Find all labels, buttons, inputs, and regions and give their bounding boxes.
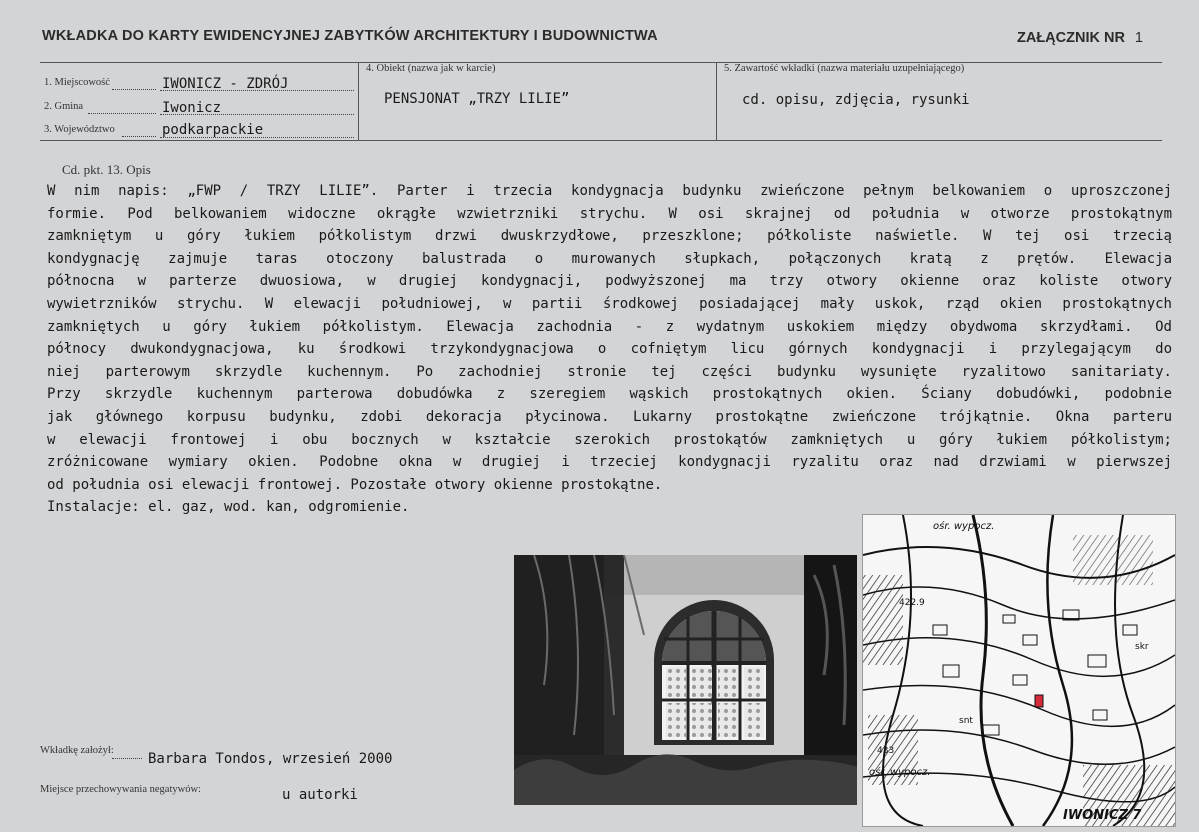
map-label-skr: skr — [1135, 642, 1149, 652]
location-marker — [1035, 695, 1043, 707]
description-line: niej parterowym skrzydle kuchennym. Po zachodniej stronie tej części budynku wysunięte ryzalitowo sanitariaty. — [47, 363, 1172, 380]
commune-label: 2. Gmina — [44, 101, 84, 112]
header-bottom-rule — [40, 140, 1162, 141]
contents-label: 5. Zawartość wkładki (nazwa materiału uzupełniającego) — [724, 63, 965, 74]
description-line: jak głównego korpusu budynku, zdobi dekoracja płycinowa. Lukarny prostokątne zwieńczone trójkątnie. Okna parteru — [47, 408, 1172, 425]
location-map-drawing — [863, 515, 1175, 826]
description-line: zamkniętym u góry łukiem półkolistym drzwi dwuskrzydłowe, przeszklone; półkoliste naświetle. W tej osi trzecią — [47, 228, 1172, 245]
description-line: wywietrzników strychu. W elewacji południowej, w partii środkowej posiadającej mały uskok, rząd okien prostokątnych — [47, 295, 1172, 312]
map-label-top-street: ośr. wypocz. — [933, 521, 995, 532]
map-label-town: IWONICZ 7 — [1063, 808, 1142, 823]
author-dots — [112, 758, 142, 759]
card-title: WKŁADKA DO KARTY EWIDENCYJNEJ ZABYTKÓW ARCHITEKTURY I BUDOWNICTWA — [42, 28, 658, 44]
voivodeship-label: 3. Województwo — [44, 124, 115, 135]
commune-dots — [88, 113, 156, 114]
section-label: Cd. pkt. 13. Opis — [62, 162, 151, 177]
map-label-height: 422.9 — [899, 598, 925, 608]
description-line: Instalacje: el. gaz, wod. kan, odgromienie. — [47, 499, 410, 516]
map-label-snt: snt — [959, 716, 973, 726]
column-divider-1 — [358, 62, 359, 140]
voivodeship-dots — [122, 136, 156, 137]
description-line: formie. Pod belkowaniem widoczne okrągłe wzwietrzniki strychu. W osi skrajnej od południa w otworze prostokątnym — [47, 205, 1172, 222]
map-label-height2: 433 — [877, 746, 895, 756]
locality-dots — [112, 89, 156, 90]
storage-value: u autorki — [282, 787, 358, 803]
voivodeship-value: podkarpackie — [162, 122, 264, 138]
object-value: PENSJONAT „TRZY LILIE” — [384, 91, 570, 107]
annex-number: 1 — [1134, 30, 1143, 46]
contents-value: cd. opisu, zdjęcia, rysunki — [742, 92, 970, 108]
description-line: zróżnicowane wymiary okien. Podobne okna w drugiej i trzeciej kondygnacji ryzalitu oraz nad drzwiami w pierwszej — [47, 454, 1172, 471]
description-line: kondygnację zajmuje taras otoczony balustrada o murowanych słupkach, połączonych kratą z prętów. Elewacja — [47, 250, 1172, 267]
map-label-bottom-street: ośr. wypocz. — [869, 767, 931, 778]
header-top-rule — [40, 62, 1162, 63]
building-photo — [514, 555, 857, 805]
object-label: 4. Obiekt (nazwa jak w karcie) — [366, 63, 496, 74]
description-line: w elewacji frontowej i obu bocznych w kształcie szerokich prostokątów zamkniętych u góry łukiem półkolistym; — [47, 431, 1172, 448]
building-photo-drawing — [514, 555, 857, 805]
description-line: północy dwukondygnacjowa, ku środkowi trzykondygnacjowa o cofniętym licu górnych kondygnacji i przylegającym do — [47, 341, 1172, 358]
description-line: zamkniętych u góry łukiem półkolistym. Elewacja zachodnia - z wydatnym uskokiem między obydwoma skrzydłami. Od — [47, 318, 1172, 335]
location-map — [862, 514, 1176, 827]
commune-value: Iwonicz — [162, 100, 222, 116]
locality-value: IWONICZ - ZDRÓJ — [162, 76, 289, 92]
description-line: północna w parterze dwuosiowa, w drugiej kondygnacji, podwyższonej ma trzy otwory okienne oraz koliste otwory — [47, 273, 1172, 290]
annex-label — [1017, 30, 1143, 46]
annex-label-text: ZAŁĄCZNIK NR — [1016, 30, 1125, 46]
locality-label: 1. Miejscowość — [44, 77, 110, 88]
author-value: Barbara Tondos, wrzesień 2000 — [148, 751, 393, 767]
description-text — [47, 180, 1172, 519]
column-divider-2 — [716, 62, 717, 140]
description-line: od południa osi elewacji frontowej. Pozostałe otwory okienne prostokątne. — [47, 476, 663, 493]
description-line: W nim napis: „FWP / TRZY LILIE”. Parter i trzecia kondygnacja budynku zwieńczone pełnym belkowaniem o uproszczonej — [47, 183, 1172, 199]
description-line: Przy skrzydle kuchennym parterowa dobudówka z szeregiem wąskich prostokątnych okien. Ściany dobudówki, podobnie — [47, 386, 1172, 403]
storage-label: Miejsce przechowywania negatywów: — [40, 784, 201, 795]
author-label: Wkładkę założył: — [40, 745, 114, 756]
